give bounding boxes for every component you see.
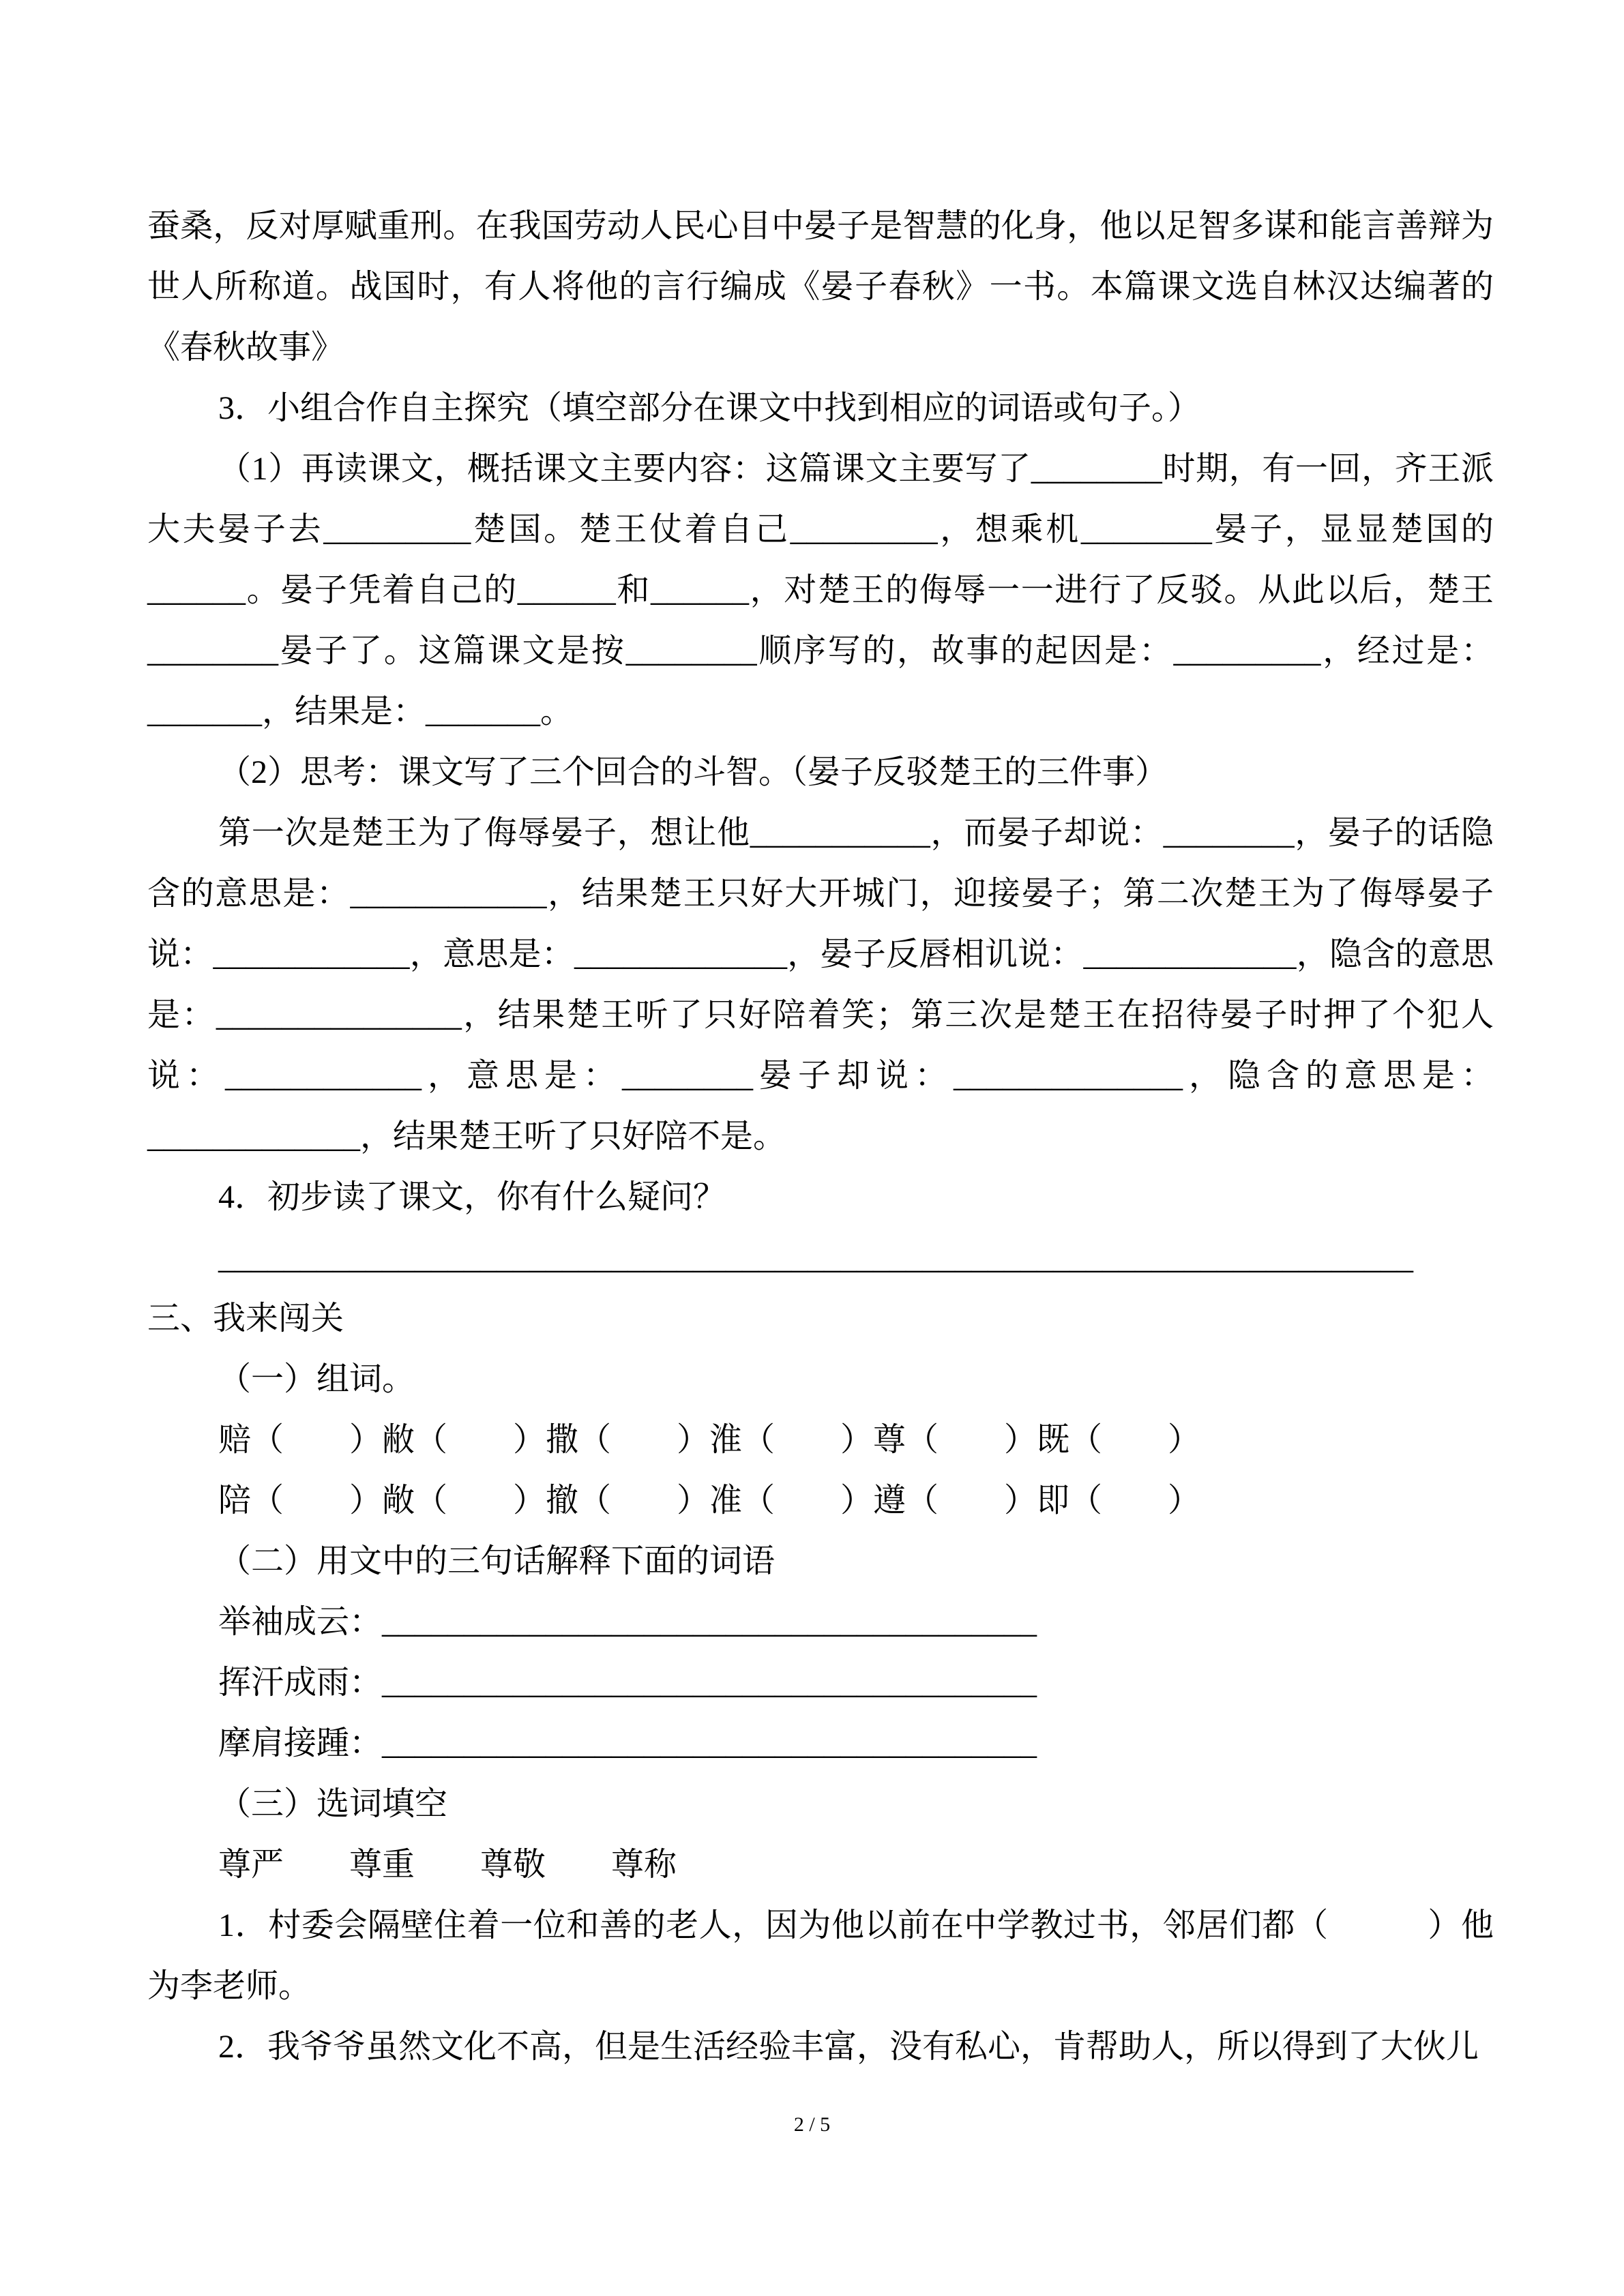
subsection-3-title: （三）选词填空 [218,1786,448,1822]
question-3-heading: 3．小组合作自主探究（填空部分在课文中找到相应的词语或句子。） [218,390,1201,426]
idiom-item-3: 摩肩接踵：________________________________________ [218,1725,1037,1761]
subsection-2-title: （二）用文中的三句话解释下面的词语 [218,1543,776,1579]
page-number: 2 / 5 [793,2113,831,2136]
question-3-part2-heading: （2）思考：课文写了三个回合的斗智。（晏子反驳楚王的三件事） [218,754,1168,790]
idiom-item-2: 挥汗成雨：________________________________________ [218,1665,1037,1701]
word-pairs-row-2: 陪（ ）敞（ ）撤（ ）准（ ）遵（ ）即（ ） [218,1482,1201,1519]
word-pairs-row-1: 赔（ ）敝（ ）撒（ ）淮（ ）尊（ ）既（ ） [218,1422,1201,1458]
question-4-answer-line: _________________________________________________________________________ [218,1240,1413,1276]
intro-paragraph: 蚕桑，反对厚赋重刑。在我国劳动人民心目中晏子是智慧的化身，他以足智多谋和能言善辩为世人所称道。战国时，有人将他的言行编成《晏子春秋》一书。本篇课文选自林汉达编著的《春秋故事》 [147,208,1494,366]
subsection-1-title: （一）组词。 [218,1361,415,1397]
idiom-item-1: 举袖成云：________________________________________ [218,1604,1037,1640]
question-4-heading: 4．初步读了课文，你有什么疑问？ [218,1179,726,1215]
fill-in-question-1: 1．村委会隔壁住着一位和善的老人，因为他以前在中学教过书，邻居们都（ ）他为李老师。 [147,1907,1494,2004]
page-content [147,196,1494,2077]
section-3-title: 三、我来闯关 [147,1300,344,1337]
fill-in-question-2: 2．我爷爷虽然文化不高，但是生活经验丰富，没有私心，肯帮助人，所以得到了大伙儿 [218,2029,1479,2065]
word-choice-options: 尊严 尊重 尊敬 尊称 [218,1847,677,1883]
question-3-part2-body: 第一次是楚王为了侮辱晏子，想让他___________，而晏子却说：________，晏子的话隐含的意思是：____________，结果楚王只好大开城门，迎接晏子；第二次楚王为了侮辱晏子说：____________，意思是：_____________，晏子反唇相讥说：_____________，隐含的意思是：_______________，结果楚王听了只好陪着笑；第三次是楚王在招待晏子时押了个犯人说：____________，意思是：________晏子却说：______________，隐含的意思是：_____________，结果楚王听了只好陪不是。 [147,815,1494,1154]
question-3-part1: （1）再读课文，概括课文主要内容：这篇课文主要写了________时期，有一回，齐王派大夫晏子去_________楚国。楚王仗着自己_________，想乘机________晏子，显显楚国的______。晏子凭着自己的______和______，对楚王的侮辱一一进行了反驳。从此以后，楚王________晏子了。这篇课文是按________顺序写的，故事的起因是：_________，经过是：_______，结果是：_______。 [147,451,1494,730]
